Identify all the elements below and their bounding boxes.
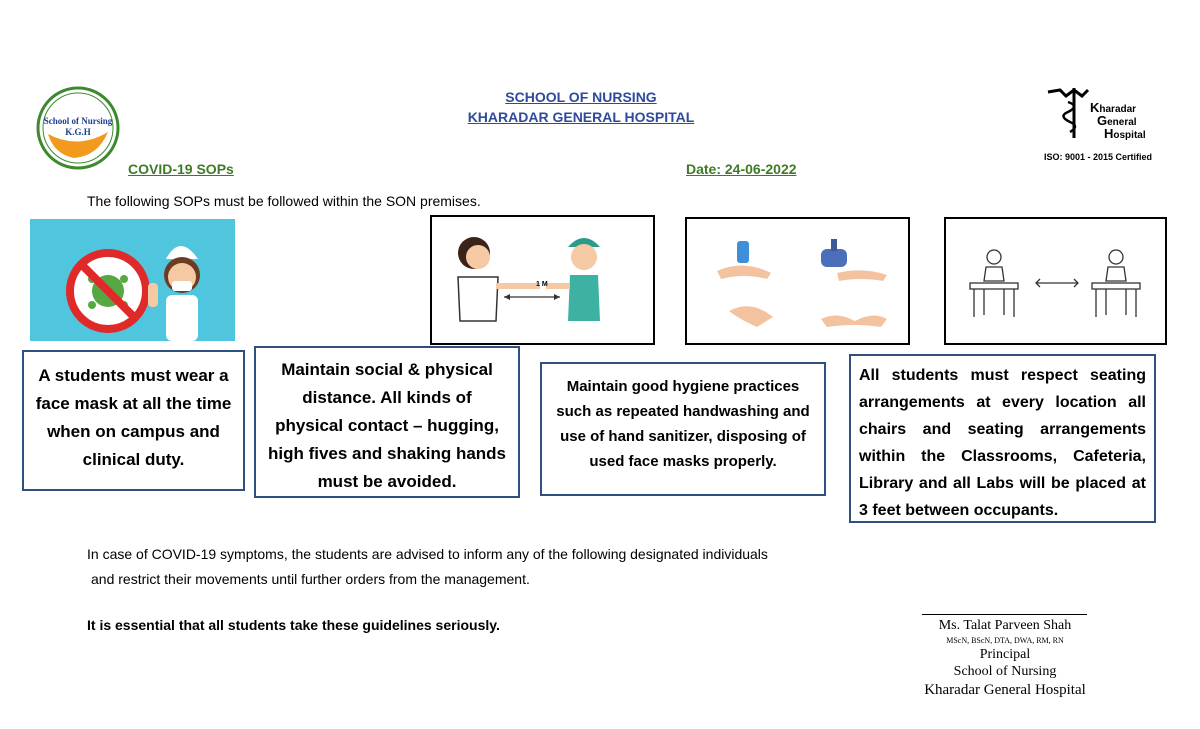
seating-illustration: [944, 217, 1167, 345]
letter-k: K: [1090, 100, 1100, 115]
hospital-logo: [1040, 84, 1160, 166]
signature-name: Ms. Talat Parveen Shah: [938, 618, 1072, 633]
school-logo-text-2: K.G.H: [65, 127, 91, 137]
iso-certification: ISO: 9001 - 2015 Certified: [1044, 152, 1153, 162]
sop-text-hygiene: Maintain good hygiene practices such as repeated handwashing and use of hand sanitizer, disposing of used face masks properly.: [556, 378, 810, 470]
emphasis-text: It is essential that all students take these guidelines seriously.: [87, 617, 500, 633]
sop-box-face-mask: [22, 350, 245, 491]
mask-illustration-art: [30, 219, 235, 341]
title-line-1: SCHOOL OF NURSING: [505, 89, 657, 105]
hygiene-illustration: [685, 217, 910, 345]
title-line-2: KHARADAR GENERAL HOSPITAL: [467, 109, 695, 125]
sop-text-seating: All students must respect seating arrangements at every location all chairs and seating arrangements within the Classrooms, Cafeteria, Library and all Labs will be placed at 3 feet between occupants.: [859, 367, 1146, 519]
sop-heading: COVID-19 SOPs: [128, 161, 234, 177]
signature-role: Principal: [979, 647, 1031, 662]
seating-illustration-art: [946, 219, 1165, 343]
signature-credentials: MScN, BScN, DTA, DWA, RM, RN: [946, 636, 1064, 645]
hygiene-illustration-art: [687, 219, 908, 343]
signature-org: Kharadar General Hospital: [924, 682, 1086, 698]
distance-label: 1 M: [536, 281, 548, 288]
distance-illustration-art: [432, 217, 653, 343]
caduceus-icon: [1040, 84, 1092, 144]
word-haradar: haradar: [1099, 104, 1137, 115]
letter-h: H: [1104, 126, 1114, 141]
word-eneral: eneral: [1107, 117, 1137, 128]
signature-line: [922, 614, 1087, 615]
sop-text-distance: Maintain social & physical distance. All kinds of physical contact – hugging, high fives and shaking hands must be avoided.: [267, 360, 507, 491]
word-ospital: ospital: [1113, 130, 1146, 141]
intro-text: The following SOPs must be followed within the SON premises.: [87, 193, 481, 209]
sop-box-distance: [254, 346, 520, 498]
sop-box-hygiene: [540, 362, 826, 496]
symptoms-para-line-1: In case of COVID-19 symptoms, the students are advised to inform any of the following designated individuals: [87, 546, 768, 562]
mask-illustration: [30, 219, 235, 341]
date-label: Date: 24-06-2022: [686, 161, 797, 177]
sop-box-seating: [849, 354, 1156, 523]
hospital-name-hospital: [1104, 126, 1146, 141]
symptoms-para-line-2: and restrict their movements until further orders from the management.: [91, 571, 530, 587]
distance-illustration: [430, 215, 655, 345]
signature-dept: School of Nursing: [953, 664, 1057, 679]
letter-g: G: [1097, 113, 1108, 128]
sop-text-face-mask: A students must wear a face mask at all the time when on campus and clinical duty.: [35, 366, 232, 469]
school-logo-text-1: School of Nursing: [43, 116, 113, 126]
